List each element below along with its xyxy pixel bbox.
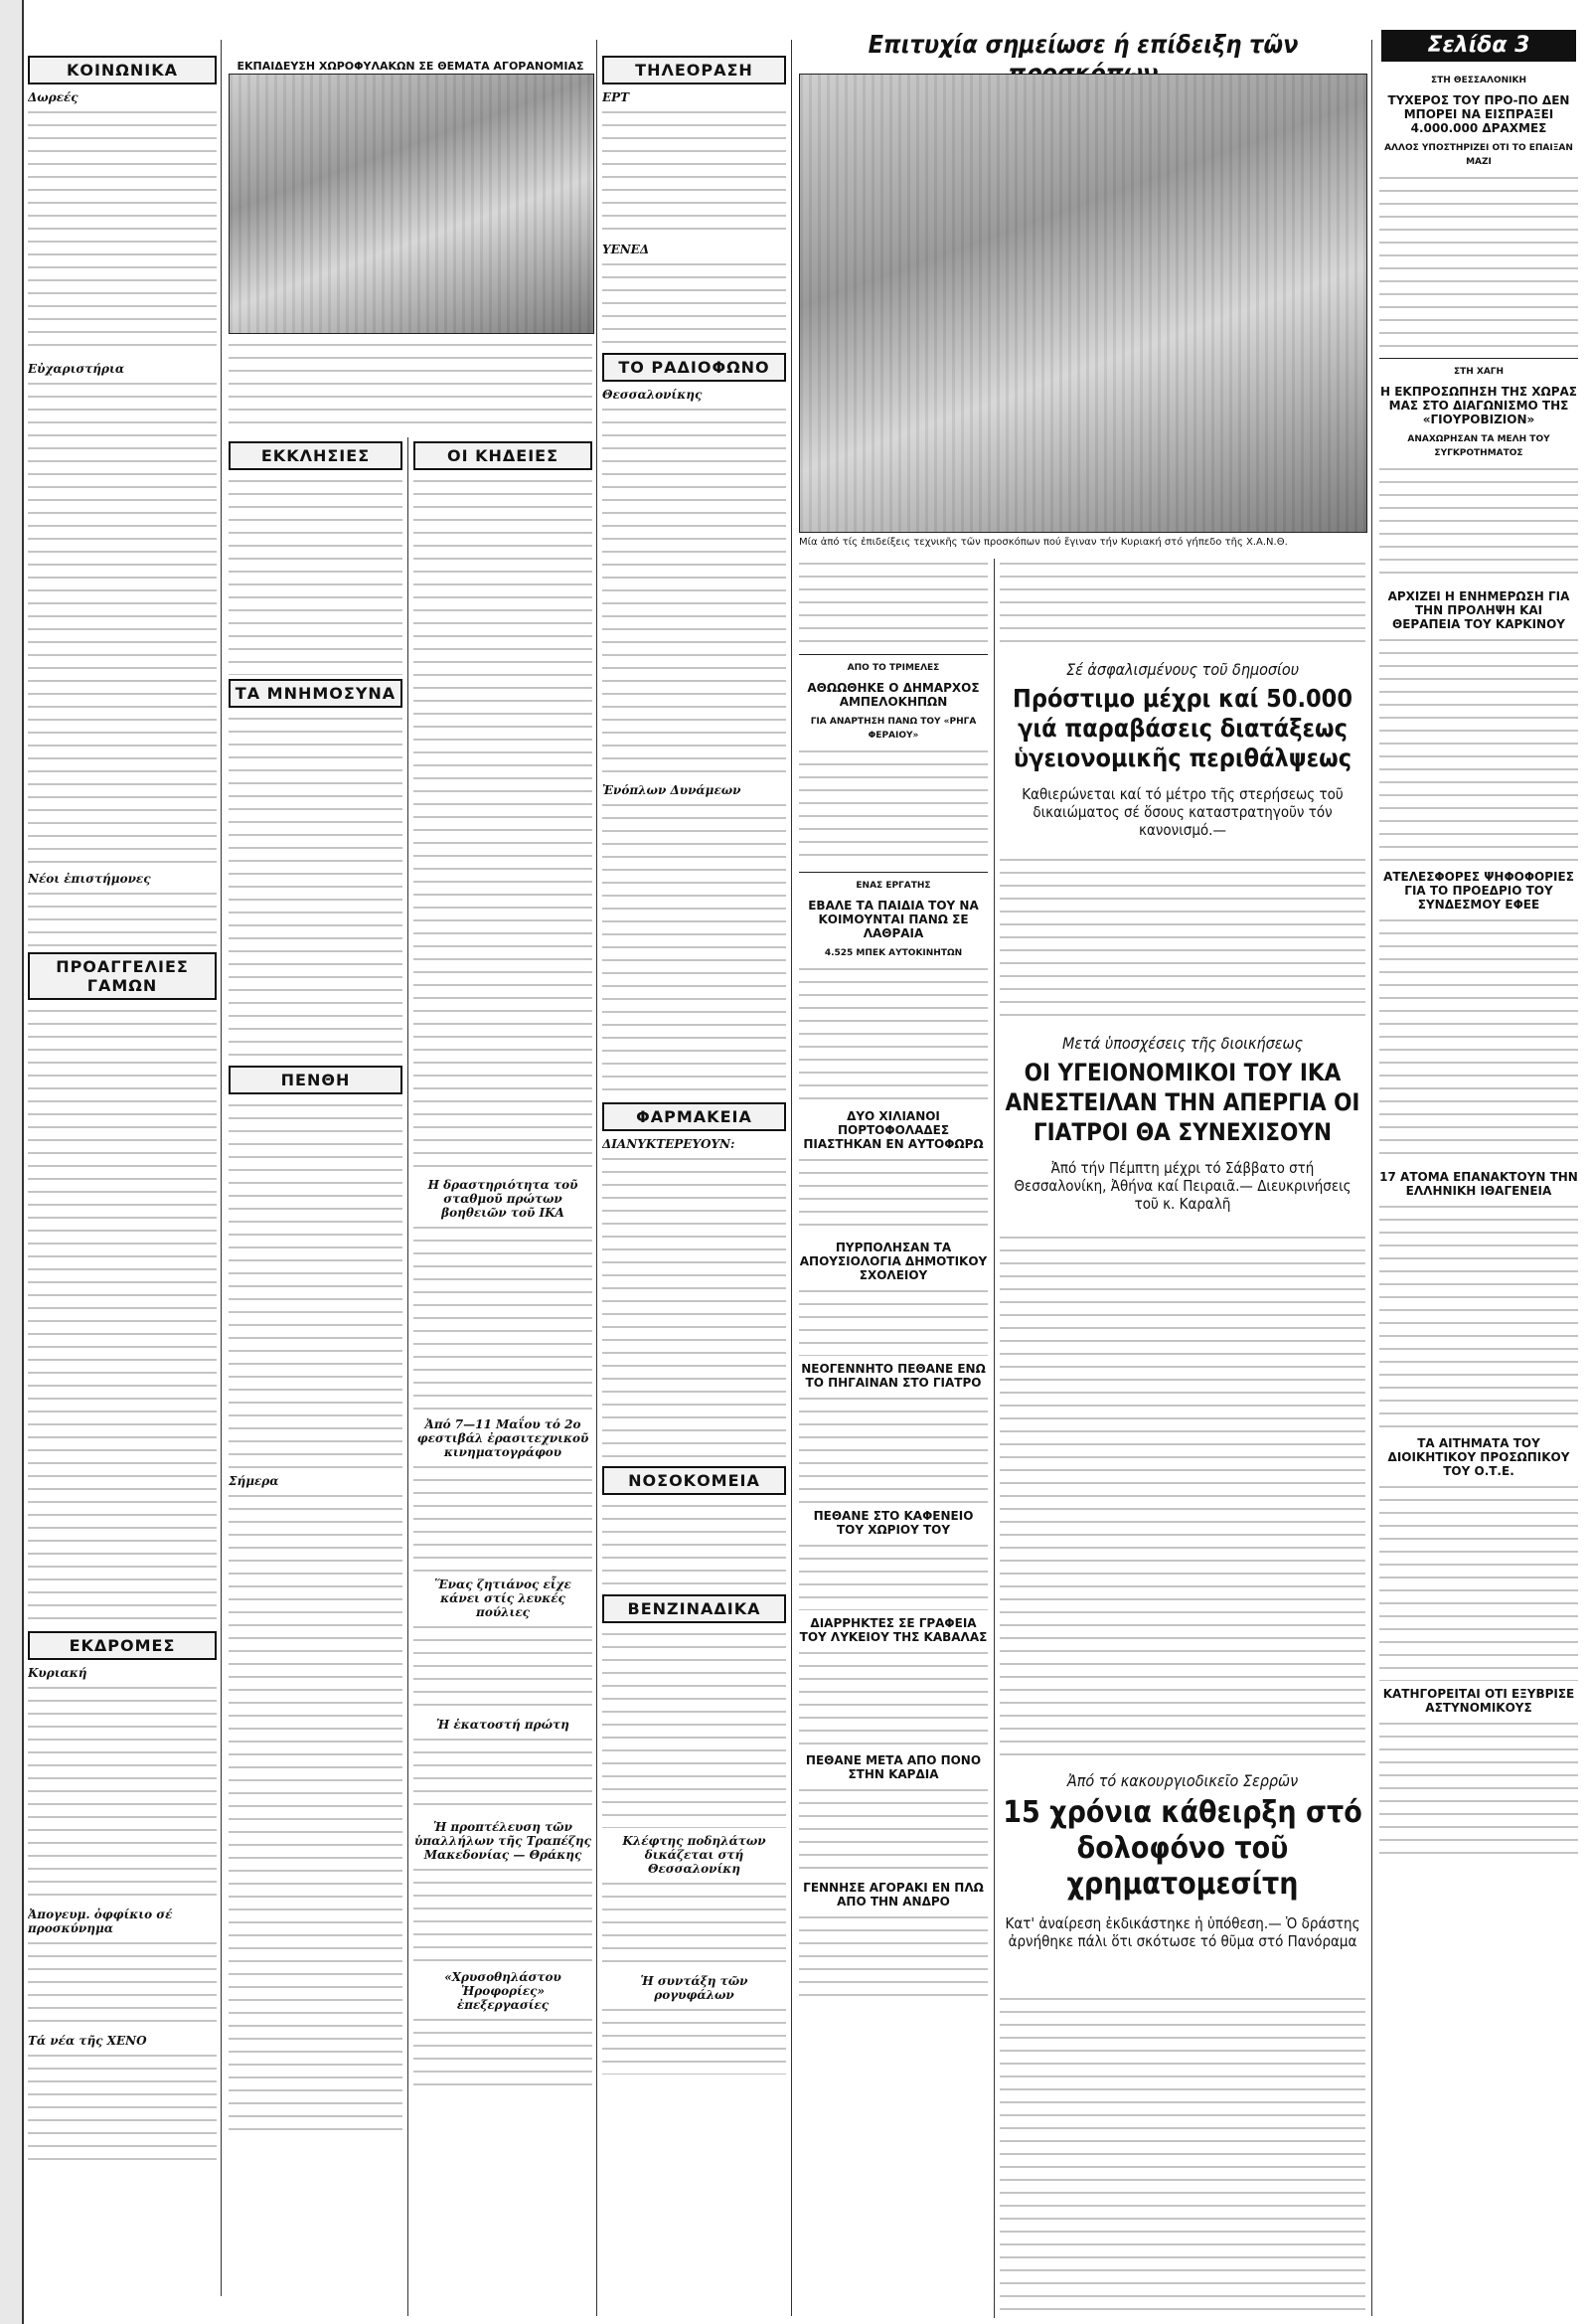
diarriktes-text xyxy=(799,1648,988,1747)
binding-margin xyxy=(0,0,24,2324)
kicker-prostimo: Σέ ἀσφαλισμένους τοῦ δημοσίου xyxy=(1065,660,1300,679)
enoplon-text xyxy=(602,800,786,1098)
epistimones-text xyxy=(28,889,217,948)
thessaloniki-kicker: ΣΤΗ ΘΕΣΣΑΛΟΝΙΚΗ xyxy=(1430,76,1527,85)
ika-text xyxy=(413,1223,592,1411)
rule xyxy=(221,40,222,2296)
karkinos-heading: ΑΡΧΙΖΕΙ Η ΕΝΗΜΕΡΩΣΗ ΓΙΑ ΤΗΝ ΠΡΟΛΗΨΗ ΚΑΙ ΘΕΡΑΠΕΙΑ ΤΟΥ ΚΑΡΚΙΝΟΥ xyxy=(1387,589,1570,631)
kardia-heading: ΠΕΘΑΝΕ ΜΕΤΑ ΑΠΟ ΠΟΝΟ ΣΤΗΝ ΚΑΡΔΙΑ xyxy=(805,1753,982,1781)
section-penthi: ΠΕΝΘΗ xyxy=(229,1066,402,1094)
section-koinonika: ΚΟΙΝΩΝΙΚΑ xyxy=(28,56,217,84)
scouts-text xyxy=(799,559,988,648)
neogennito-text xyxy=(799,1394,988,1503)
top-headline: Επιτυχία σημείωσε ή επίδειξη τῶν xyxy=(868,30,1299,59)
ergatis-kicker: ΕΝΑΣ ΕΡΓΑΤΗΣ xyxy=(856,881,931,891)
apognosi-heading: Ἀπογευμ. ὀφφίκιο σέ προσκύνημα xyxy=(28,1908,173,1935)
yened-text xyxy=(602,259,786,349)
section-ekklisies: ΕΚΚΛΗΣΙΕΣ xyxy=(229,441,402,470)
neogennito-heading: ΝΕΟΓΕΝΝΗΤΟ ΠΕΘΑΝΕ ΕΝΩ ΤΟ ΠΗΓΑΙΝΑΝ ΣΤΟ ΓΙΑΤΡΟ xyxy=(801,1362,986,1390)
ithageneia-heading: 17 ΑΤΟΜΑ ΕΠΑΝΑΚΤΟΥΝ ΤΗΝ ΕΛΛΗΝΙΚΗ ΙΘΑΓΕΝΕΙΑ xyxy=(1379,1170,1578,1198)
klopes-heading: Κλέφτης ποδηλάτων δικάζεται στή Θεσσαλονίκη xyxy=(622,1834,766,1876)
column-five xyxy=(799,559,988,2318)
serres-text xyxy=(1000,1994,1365,2312)
farmakeia-text xyxy=(602,1154,786,1462)
hrysoxoeio-heading: «Χρυσοθηλάστου Ἠροφορίες» ἐπεξεργασίες xyxy=(444,1970,561,2012)
rule xyxy=(596,40,597,2316)
dorees-heading: Δωρεές xyxy=(28,90,79,104)
thessaloniki-heading: Θεσσαλονίκης xyxy=(602,388,703,402)
ergatis-deck: 4.525 ΜΠΕΚ ΑΥΤΟΚΙΝΗΤΩΝ xyxy=(824,948,963,958)
syntaxi-text xyxy=(602,2005,786,2075)
section-venzinadika: ΒΕΝΖΙΝΑΔΙΚΑ xyxy=(602,1594,786,1623)
ekklisies-text xyxy=(229,476,402,675)
hrysoxoeio-text xyxy=(413,2015,592,2094)
enoplon-heading: Ἐνόπλων Δυνάμεων xyxy=(602,783,741,797)
apousiologia-heading: ΠΥΡΠΟΛΗΣΑΝ ΤΑ ΑΠΟΥΣΙΟΛΟΓΙΑ ΔΗΜΟΤΙΚΟΥ ΣΧΟΛΕΙΟΥ xyxy=(799,1241,988,1282)
yened-heading: ΥΕΝΕΔ xyxy=(602,243,650,256)
kafeneio-text xyxy=(799,1541,988,1610)
section-farmakeia: ΦΑΡΜΑΚΕΙΑ xyxy=(602,1102,786,1131)
section-ekdromes: ΕΚΔΡΟΜΕΣ xyxy=(28,1631,217,1660)
deck-ika: Ἀπό τήν Πέμπτη μέχρι τό Σάββατο στή Θεσσαλονίκη, Ἀθήνα καί Πειραιᾶ.— Διευκρινήσεις τοῦ κ. Καραλῆ xyxy=(1014,1159,1352,1213)
apognosi-text xyxy=(28,1938,217,2028)
kyriaki-heading: Κυριακή xyxy=(28,1666,87,1680)
kideies-text xyxy=(413,476,592,1172)
photo-gendarmes xyxy=(229,74,594,334)
dorees-text xyxy=(28,107,217,356)
ote-heading: ΤΑ ΑΙΤΗΜΑΤΑ ΤΟΥ ΔΙΟΙΚΗΤΙΚΟΥ ΠΡΟΣΩΠΙΚΟΥ ΤΟΥ Ο.Τ.Ε. xyxy=(1387,1436,1570,1478)
headline-serres: 15 χρόνια κάθειρξη στό δολοφόνο τοῦ χρηματομεσίτη xyxy=(1003,1795,1362,1902)
ika-heading: Η δραστηριότητα τοῦ σταθμοῦ πρώτων βοηθειῶν τοῦ ΙΚΑ xyxy=(427,1178,578,1220)
trimeles-kicker: ΑΠΟ ΤΟ ΤΡΙΜΕΛΕΣ xyxy=(847,663,940,673)
section-kideies: ΟΙ ΚΗΔΕΙΕΣ xyxy=(413,441,592,470)
agoraki-text xyxy=(799,1912,988,2002)
efcharistiria-text xyxy=(28,379,217,866)
diarriktes-heading: ΔΙΑΡΡΗΚΤΕΣ ΣΕ ΓΡΑΦΕΙΑ ΤΟΥ ΛΥΚΕΙΟΥ ΤΗΣ ΚΑΒΑΛΑΣ xyxy=(799,1616,988,1644)
prostimo-text xyxy=(1000,855,1365,1024)
rule xyxy=(407,437,408,2316)
section-radiofono: ΤΟ ΡΑΔΙΟΦΩΝΟ xyxy=(602,353,786,382)
ta-nea-heading: Τά νέα τῆς ΧΕΝΟ xyxy=(28,2034,147,2048)
ergatis-text xyxy=(799,964,988,1103)
efee-heading: ΑΤΕΛΕΣΦΟΡΕΣ ΨΗΦΟΦΟΡΙΕΣ ΓΙΑ ΤΟ ΠΡΟΕΔΡΙΟ ΤΟΥ ΣΥΝΔΕΣΜΟΥ ΕΦΕΕ xyxy=(1383,870,1574,912)
ekfora-heading: Σήμερα xyxy=(229,1474,279,1488)
ithageneia-text xyxy=(1379,1202,1578,1430)
tyxeros-text xyxy=(1379,173,1578,352)
section-proaggelies: ΠΡΟΑΓΓΕΛΙΕΣ ΓΑΜΩΝ xyxy=(28,952,217,1000)
column-listings xyxy=(602,52,786,2318)
rule xyxy=(791,40,792,2316)
eurovision-deck: ΑΝΑΧΩΡΗΣΑΝ ΤΑ ΜΕΛΗ ΤΟΥ ΣΥΓΚΡΟΤΗΜΑΤΟΣ xyxy=(1407,434,1550,458)
dimarxos-heading: ΑΘΩΩΘΗΚΕ Ο ΔΗΜΑΡΧΟΣ ΑΜΠΕΛΟΚΗΠΩΝ xyxy=(807,681,980,709)
tyxeros-heading: ΤΥΧΕΡΟΣ ΤΟΥ ΠΡΟ-ΠΟ ΔΕΝ ΜΠΟΡΕΙ ΝΑ ΕΙΣΠΡΑΞΕΙ 4.000.000 ΔΡΑΧΜΕΣ xyxy=(1387,93,1570,135)
scouts-continued xyxy=(1000,559,1365,648)
epistimones-heading: Νέοι ἐπιστήμονες xyxy=(28,872,151,886)
venzinadika-text xyxy=(602,1629,786,1828)
photo-text xyxy=(229,340,592,429)
ote-text xyxy=(1379,1482,1578,1681)
ekdromes-text xyxy=(28,1683,217,1902)
nosokomeia-text xyxy=(602,1501,786,1590)
column-funerals xyxy=(413,437,592,2316)
headline-prostimo: Πρόστιμο μέχρι καί 50.000 γιά παραβάσεις διατάξεως ὑγειονομικῆς περιθάλψεως xyxy=(1013,684,1352,772)
headline-ika: ΟΙ ΥΓΕΙΟΝΟΜΙΚΟΙ ΤΟΥ ΙΚΑ ΑΝΕΣΤΕΙΛΑΝ ΤΗΝ ΑΠΕΡΓΙΑ ΟΙ ΓΙΑΤΡΟΙ ΘΑ ΣΥΝΕΧΙΣΟΥΝ xyxy=(1005,1059,1360,1146)
eurovision-text xyxy=(1379,464,1578,583)
ika-text xyxy=(1000,1233,1365,1759)
tyxeros-deck: ΑΛΛΟΣ ΥΠΟΣΤΗΡΙΖΕΙ ΟΤΙ ΤΟ ΕΠΑΙΞΑΝ ΜΑΖΙ xyxy=(1384,143,1573,167)
radio-text xyxy=(602,405,786,777)
penthi-text xyxy=(229,1100,402,1468)
pouliou-heading: Ἕνας ζητιάνος εἶχε κάνει στίς λευκές πούλιες xyxy=(434,1577,571,1619)
astynomikous-text xyxy=(1379,1719,1578,1858)
pouliou-text xyxy=(413,1622,592,1712)
rule xyxy=(1371,40,1372,2316)
column-social xyxy=(28,52,217,2313)
kicker-ika: Μετά ὑποσχέσεις τῆς διοικήσεως xyxy=(1061,1034,1304,1053)
iaz-text xyxy=(413,1735,592,1814)
photo-scouts xyxy=(799,74,1367,533)
xagi-kicker: ΣΤΗ ΧΑΓΗ xyxy=(1453,367,1505,377)
dimarxos-text xyxy=(799,747,988,866)
deck-prostimo: Καθιερώνεται καί τό μέτρο τῆς στερήσεως τοῦ δικαιώματος σέ ὅσους καταστρατηγοῦν τόν κανονισμό.— xyxy=(1022,785,1344,839)
kardia-text xyxy=(799,1785,988,1875)
section-tileorasi: ΤΗΛΕΟΡΑΣΗ xyxy=(602,56,786,84)
festival-text xyxy=(413,1462,592,1572)
photo-headline-agoranomia: ΕΚΠΑΙΔΕΥΣΗ ΧΩΡΟΦΥΛΑΚΩΝ ΣΕ ΘΕΜΑΤΑ ΑΓΟΡΑΝΟΜΙΑΣ xyxy=(237,60,584,73)
apousiologia-text xyxy=(799,1286,988,1356)
column-church xyxy=(229,437,402,2316)
column-eight xyxy=(1379,68,1578,2316)
dimarxos-deck: ΓΙΑ ΑΝΑΡΤΗΣΗ ΠΑΝΩ ΤΟΥ «ΡΗΓΑ ΦΕΡΑΙΟΥ» xyxy=(810,717,977,741)
deck-serres: Κατ' ἀναίρεση ἐκδικάστηκε ἡ ὑπόθεση.— Ὁ δράστης ἀρνήθηκε πάλι ὅτι σκότωσε τό θῦμα στό Πανόραμα xyxy=(1005,1914,1360,1950)
anepi-heading: Ἡ προπτέλευση τῶν ὑπαλλήλων τῆς Τραπέζης Μακεδονίας — Θράκης xyxy=(414,1820,591,1862)
section-nosokomeia: ΝΟΣΟΚΟΜΕΙΑ xyxy=(602,1466,786,1495)
proaggelies-text xyxy=(28,1006,217,1627)
penthi-text-2 xyxy=(229,1491,402,2137)
diannyktereuoun-heading: ΔΙΑΝΥΚΤΕΡΕΥΟΥΝ: xyxy=(602,1137,735,1151)
klopes-text xyxy=(602,1879,786,1968)
astynomikous-heading: ΚΑΤΗΓΟΡΕΙΤΑΙ ΟΤΙ ΕΞΥΒΡΙΣΕ ΑΣΤΥΝΟΜΙΚΟΥΣ xyxy=(1382,1687,1575,1715)
ert-text xyxy=(602,107,786,237)
kafeneio-heading: ΠΕΘΑΝΕ ΣΤΟ ΚΑΦΕΝΕΙΟ ΤΟΥ ΧΩΡΙΟΥ ΤΟΥ xyxy=(813,1509,974,1537)
festival-heading: Ἀπό 7—11 Μαΐου τό 2ο φεστιβάλ ἐρασιτεχνικοῦ κινηματογράφου xyxy=(416,1417,589,1459)
mnimosyna-text xyxy=(229,714,402,1062)
rule xyxy=(994,559,995,2318)
ta-nea-text xyxy=(28,2051,217,2170)
syntaxi-heading: Ἡ συντάξη τῶν ρογυφάλων xyxy=(640,1974,748,2002)
eurovision-heading: Η ΕΚΠΡΟΣΩΠΗΣΗ ΤΗΣ ΧΩΡΑΣ ΜΑΣ ΣΤΟ ΔΙΑΓΩΝΙΣΜΟ ΤΗΣ «ΓΙΟΥΡΟΒΙΖΙΟΝ» xyxy=(1380,385,1577,426)
ert-heading: ΕΡΤ xyxy=(602,90,630,104)
page-label: Σελίδα 3 xyxy=(1381,30,1576,62)
efee-text xyxy=(1379,915,1578,1164)
kicker-serres: Ἀπό τό κακουργιοδικεῖο Σερρῶν xyxy=(1066,1771,1299,1790)
anepi-text xyxy=(413,1865,592,1964)
portofolades-heading: ΔΥΟ ΧΙΛΙΑΝΟΙ ΠΟΡΤΟΦΟΛΑΔΕΣ ΠΙΑΣΤΗΚΑΝ ΕΝ ΑΥΤΟΦΩΡΩ xyxy=(803,1109,984,1151)
agoraki-heading: ΓΕΝΝΗΣΕ ΑΓΟΡΑΚΙ ΕΝ ΠΛΩ ΑΠΟ ΤΗΝ ΑΝΔΡΟ xyxy=(803,1881,984,1909)
efcharistiria-heading: Εὐχαριστήρια xyxy=(28,362,125,376)
iaz-heading: Ἡ ἑκατοστή πρώτη xyxy=(436,1718,569,1732)
section-mnimosyna: ΤΑ ΜΝΗΜΟΣΥΝΑ xyxy=(229,679,402,708)
karkinos-text xyxy=(1379,635,1578,864)
portofolades-text xyxy=(799,1155,988,1235)
photo-caption: Μία ἀπό τίς ἐπιδείξεις τεχνικῆς τῶν προσκόπων πού ἔγιναν τήν Κυριακή στό γήπεδο τῆς Χ.Α.Ν.Θ. xyxy=(799,537,1288,548)
ergatis-heading: ΕΒΑΛΕ ΤΑ ΠΑΙΔΙΑ ΤΟΥ ΝΑ ΚΟΙΜΟΥΝΤΑΙ ΠΑΝΩ ΣΕ ΛΑΘΡΑΙΑ xyxy=(808,899,979,940)
